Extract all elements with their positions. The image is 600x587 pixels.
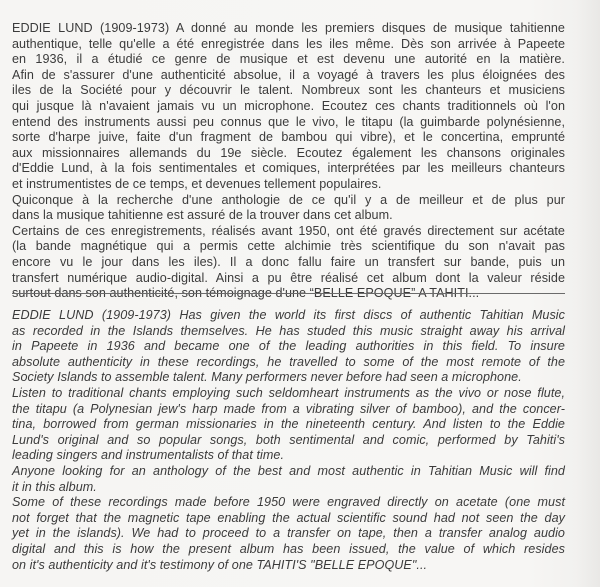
french-text-line: Quiconque à la recherche d'une anthologie de ce qu'il y a de meilleur et de plus pur — [12, 192, 565, 207]
french-text-line: Afin de s'assurer d'une authenticité absolue, il a voyagé à travers les plus éloignées des — [12, 67, 565, 82]
english-text-line: as recorded in the Islands themselves. He has studed this music straight away his arrival — [12, 323, 565, 338]
english-text-line: Anyone looking for an anthology of the best and most authentic in Tahitian Music will find — [12, 463, 565, 478]
french-text-line: d'Eddie Lund, à la fois sentimentales et comiques, interprétées par les meilleurs chanteurs — [12, 161, 565, 176]
english-text-line: digital and this is how the present album has been issued, the value of which resides — [12, 541, 565, 556]
english-text-line: absolute authenticity in these recordings, he travelled to some of the most remote of the — [12, 354, 565, 369]
french-text-line: entend des instruments aussi peu connus que le vivo, le titapu (la guimbarde polynésienne, — [12, 114, 565, 129]
section-divider — [12, 293, 565, 294]
english-text-line: in Papeete in 1936 and became one of the leading authorities in this field. To insure — [12, 339, 565, 354]
french-text-line: transfert numérique audio-digital. Ainsi a pu être réalisé cet album dont la valeur réside — [12, 270, 565, 285]
french-text-line: sorte d'harpe juive, faite d'un fragment de bambou qui vibre), et le concertina, emprunté — [12, 130, 565, 145]
english-text-line: it in this album. — [12, 479, 97, 494]
french-text-line: qui jusque là n'avaient jamais vu un microphone. Ecoutez ces chants traditionnels où l'on — [12, 98, 565, 113]
french-text-line: EDDIE LUND (1909-1973) A donné au monde les premiers disques de musique tahitienne — [12, 21, 565, 35]
french-text-line: Certains de ces enregistrements, réalisés avant 1950, ont été gravés directement sur acétate — [12, 223, 565, 238]
english-text-line: tina, borrowed from german missionaries in the nineteenth century. And listen to the Eddie — [12, 417, 565, 432]
french-text-line: authentique, telle qu'elle a été enregistrée dans les iles même. Dès son arrivée à Papeete — [12, 36, 565, 51]
french-text-line: surtout dans son authenticité, son témoignage d'une “BELLE EPOQUE” A TAHITI... — [12, 286, 480, 301]
french-text-line: aux missionnaires allemands du 19e siècle. Ecoutez également les chansons originales — [12, 145, 565, 160]
english-text-line: on it's authenticity and it's testimony of one TAHITI'S "BELLE EPOQUE"... — [12, 557, 428, 572]
french-text-line: iles de la Société pour y découvrir le talent. Nombreux sont les chanteurs et musiciens — [12, 83, 565, 98]
english-text-line: leading singers and instrumentalists of that time. — [12, 448, 285, 463]
french-text-line: encore vu le jour dans les iles). Il a donc fallu faire un transfert sur bande, puis un — [12, 254, 565, 269]
french-text-line: dans la musique tahitienne est assuré de la trouver dans cet album. — [12, 208, 393, 223]
english-text-line: Lund's original and so popular songs, both sentimental and comic, performed by Tahiti's — [12, 432, 565, 447]
french-text-line: (la bande magnétique qui a permis cette alchimie très scientifique du son n'avait pas — [12, 239, 565, 254]
english-text-line: the titapu (a Polynesian jew's harp made from a vibrating silver of bamboo), and the concer- — [12, 401, 565, 416]
english-text-line: Some of these recordings made before 1950 were engraved directly on acetate (one must — [12, 495, 565, 510]
french-text-block — [12, 21, 565, 302]
french-text-line: en 1936, il a étudié ce genre de musique et est devenu une autorité en la matière. — [12, 52, 565, 67]
french-text-line: et instrumentistes de ce temps, et devenues tellement populaires. — [12, 176, 382, 191]
english-text-line: not forget that the magnetic tape enabling the actual scientific sound had not seen the day — [12, 510, 565, 525]
english-text-line: EDDIE LUND (1909-1973) Has given the world its first discs of authentic Tahitian Music — [12, 308, 565, 322]
english-text-block — [12, 308, 565, 573]
english-text-line: yet in the islands). We had to proceed to a transfer on tape, then a transfer analog audio — [12, 526, 565, 541]
english-text-line: Listen to traditional chants employing such seldomheart instruments as the vivo or nose flute, — [12, 385, 565, 400]
english-text-line: Society Islands to assemble talent. Many performers never before had seen a microphone. — [12, 370, 522, 385]
